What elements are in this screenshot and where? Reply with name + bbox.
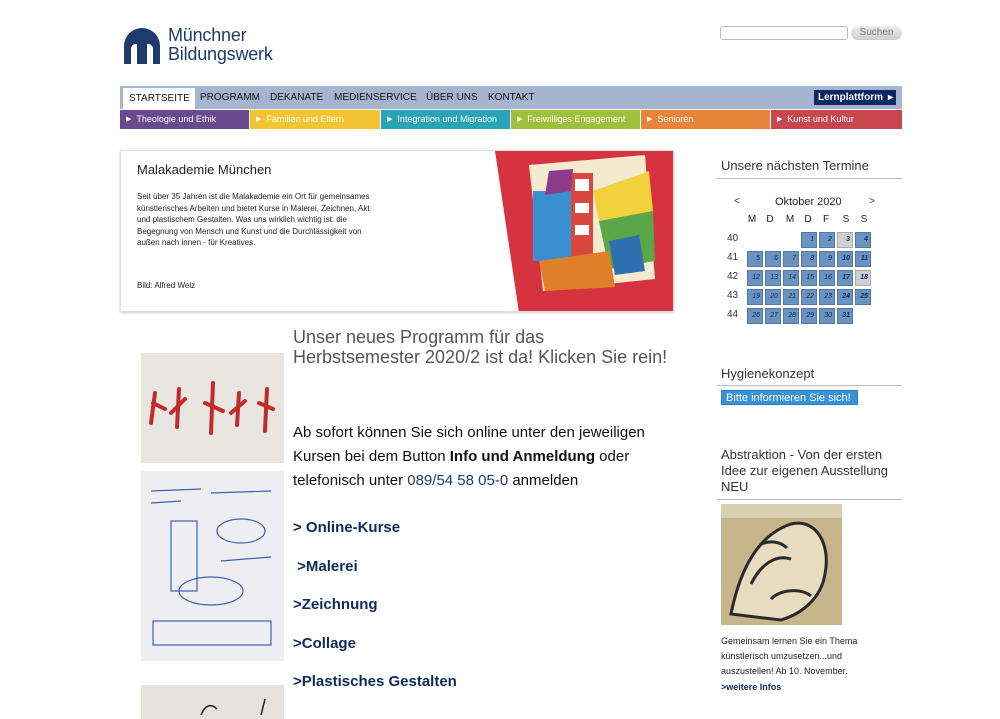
category-senioren[interactable]: ▶ Senioren <box>641 110 770 129</box>
abstraction-title[interactable]: Abstraktion - Von der ersten Idee zur eigenen Ausstellung NEU <box>721 447 888 494</box>
search-input[interactable] <box>720 26 848 40</box>
calendar-weekday: S <box>860 214 868 225</box>
calendar-day[interactable]: 15 <box>801 270 817 286</box>
calendar-week-number: 40 <box>727 233 739 244</box>
logo-line-1: Münchner <box>168 25 247 45</box>
feature-title: Malakademie München <box>137 162 272 177</box>
link-malerei[interactable]: >Malerei <box>293 558 358 575</box>
course-thumbnail-1 <box>141 353 284 463</box>
calendar-day[interactable]: 6 <box>765 251 781 267</box>
abstraction-image[interactable] <box>721 504 842 625</box>
calendar-day[interactable]: 25 <box>855 289 871 305</box>
calendar-day[interactable]: 19 <box>747 289 763 305</box>
abstraction-divider <box>717 499 902 500</box>
calendar-day[interactable]: 7 <box>783 251 799 267</box>
calendar-day[interactable]: 27 <box>765 308 781 324</box>
nav-item-startseite[interactable]: STARTSEITE <box>121 88 195 109</box>
nav-item-kontakt[interactable]: KONTAKT <box>488 92 535 103</box>
calendar-week-number: 42 <box>727 271 739 282</box>
program-headline[interactable]: Unser neues Programm für das Herbstsemester 2020/2 ist da! Klicken Sie rein! <box>293 327 668 367</box>
calendar-month: Oktober 2020 <box>775 196 842 208</box>
category-familien[interactable]: ▶ Familien und Eltern <box>250 110 380 129</box>
body-text-part-1: Ab sofort können Sie sich online unter den jeweiligen Kursen bei dem Button <box>293 424 645 465</box>
feature-credit: Bild: Alfred Welz <box>137 281 196 290</box>
nav-item-medienservice[interactable]: MEDIENSERVICE <box>334 92 417 103</box>
calendar-weekday: S <box>842 214 850 225</box>
course-thumbnail-2 <box>141 471 284 661</box>
calendar-day[interactable]: 16 <box>819 270 835 286</box>
abstraction-text: Gemeinsam lernen Sie ein Thema künstlerisch umzusetzen...und auszustellen! Ab 10. November. <box>721 636 858 676</box>
calendar-weekday: M <box>747 214 757 225</box>
calendar-weekday: D <box>766 214 774 225</box>
category-kunst[interactable]: ▶ Kunst und Kultur <box>771 110 902 129</box>
calendar-day[interactable]: 29 <box>801 308 817 324</box>
calendar-week-number: 43 <box>727 290 739 301</box>
logo-line-2: Bildungswerk <box>168 44 273 64</box>
lernplattform-button[interactable]: Lernplattform ▸ <box>814 90 896 105</box>
nav-item-programm[interactable]: PROGRAMM <box>200 92 260 103</box>
calendar-next-button[interactable]: > <box>869 196 875 207</box>
calendar-day[interactable]: 20 <box>765 289 781 305</box>
link-plastisches-gestalten[interactable]: >Plastisches Gestalten <box>293 673 457 690</box>
calendar-day[interactable]: 28 <box>783 308 799 324</box>
calendar-day[interactable]: 9 <box>819 251 835 267</box>
calendar-day[interactable]: 5 <box>747 251 763 267</box>
calendar-weekday: D <box>804 214 812 225</box>
calendar-day[interactable]: 14 <box>783 270 799 286</box>
calendar-day[interactable]: 18 <box>855 270 871 286</box>
feature-teaser[interactable] <box>120 150 674 312</box>
termine-title: Unsere nächsten Termine <box>721 158 869 173</box>
phone-link[interactable]: 089/54 58 05-0 <box>407 472 509 489</box>
calendar-day[interactable]: 17 <box>837 270 853 286</box>
calendar-day[interactable]: 22 <box>801 289 817 305</box>
calendar-day[interactable]: 24 <box>837 289 853 305</box>
calendar-weekday: M <box>785 214 795 225</box>
link-zeichnung[interactable]: >Zeichnung <box>293 596 378 613</box>
category-theologie[interactable]: ▶ Theologie und Ethik <box>120 110 249 129</box>
category-engagement[interactable]: ▶ Freiwilliges Engagement <box>511 110 640 129</box>
calendar-day[interactable]: 26 <box>747 308 763 324</box>
main-nav <box>120 86 902 109</box>
calendar-day[interactable]: 21 <box>783 289 799 305</box>
calendar-week-number: 44 <box>727 309 739 320</box>
category-integration[interactable]: ▶ Integration und Migration <box>381 110 510 129</box>
feature-artwork-image <box>489 151 674 312</box>
hygiene-title: Hygienekonzept <box>721 366 815 381</box>
abstraction-more-link[interactable]: >weitere Infos <box>721 682 782 692</box>
body-text-part-3: anmelden <box>508 472 579 489</box>
hygiene-divider <box>717 385 902 386</box>
calendar-day[interactable]: 30 <box>819 308 835 324</box>
feature-text: Seit über 35 Jahren ist die Malakademie ein Ort für gemeinsames künstlerisches Arbeiten und bietet Kurse in Malerei, Zeichnen, Akt und plastischem Gestalten. Was uns wirklich wichtig ist: die Begegnung von Mensch und Kunst und die Durchlässigkeit von außen nach innen - für Kreatives. <box>137 192 370 247</box>
link-collage[interactable]: >Collage <box>293 635 356 652</box>
calendar-day[interactable]: 31 <box>837 308 853 324</box>
body-text-part-2: oder telefonisch unter <box>293 448 630 489</box>
hygiene-info-button[interactable]: Bitte informieren Sie sich! <box>721 390 858 405</box>
logo-icon <box>122 26 162 66</box>
course-thumbnail-3 <box>141 685 284 719</box>
calendar-day[interactable]: 11 <box>855 251 871 267</box>
body-text-bold: Info und Anmeldung <box>449 448 596 465</box>
calendar-day[interactable]: 10 <box>837 251 853 267</box>
category-bar <box>120 110 902 129</box>
calendar-day[interactable]: 8 <box>801 251 817 267</box>
calendar-weekday: F <box>822 214 830 225</box>
calendar-day[interactable]: 23 <box>819 289 835 305</box>
nav-item-ueber-uns[interactable]: ÜBER UNS <box>426 92 478 103</box>
calendar-day[interactable]: 2 <box>819 232 835 248</box>
calendar-day[interactable]: 1 <box>801 232 817 248</box>
termine-divider <box>717 178 902 179</box>
search-button[interactable]: Suchen <box>851 26 902 40</box>
logo[interactable] <box>122 24 282 68</box>
nav-item-dekanate[interactable]: DEKANATE <box>270 92 324 103</box>
calendar-day[interactable]: 4 <box>855 232 871 248</box>
calendar-week-number: 41 <box>727 252 739 263</box>
calendar-day[interactable]: 12 <box>747 270 763 286</box>
program-body-text <box>293 421 683 493</box>
link-online-kurse[interactable]: > Online-Kurse <box>293 519 401 536</box>
calendar-prev-button[interactable]: < <box>734 196 740 207</box>
calendar-day[interactable]: 3 <box>837 232 853 248</box>
calendar-day[interactable]: 13 <box>765 270 781 286</box>
